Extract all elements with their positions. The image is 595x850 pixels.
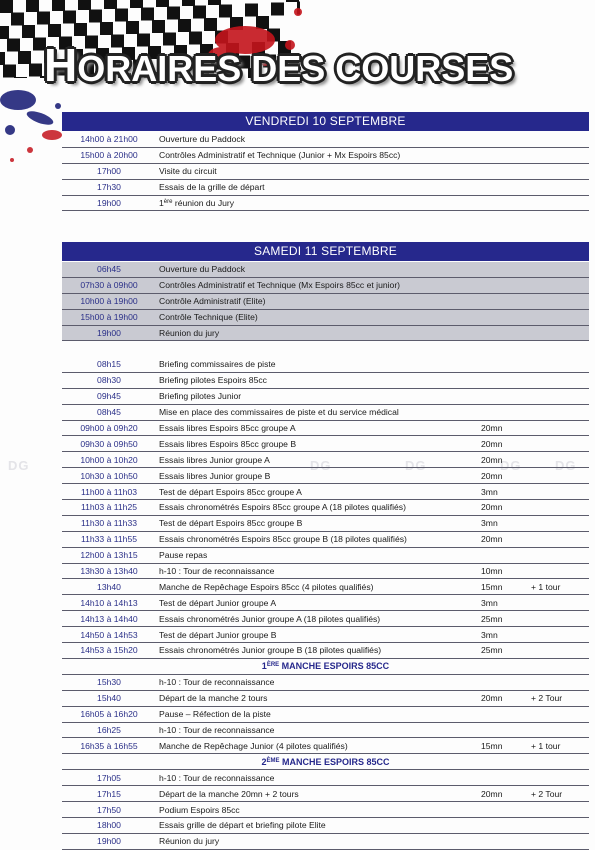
table-row [62, 163, 589, 179]
table-row [62, 293, 589, 309]
table-row [62, 643, 589, 659]
duration-cell: 25mn [481, 611, 531, 627]
time-cell: 19h00 [62, 325, 156, 341]
description-cell: Essais libres Junior groupe B [156, 468, 481, 484]
description-cell: Contrôles Administratif et Technique (Mx Espoirs 85cc et junior) [156, 277, 589, 293]
friday-schedule-table [62, 132, 589, 211]
time-cell: 17h00 [62, 163, 156, 179]
manche-heading [62, 754, 589, 770]
extra-laps-cell [531, 357, 589, 372]
extra-laps-cell [531, 531, 589, 547]
duration-cell [481, 547, 531, 563]
extra-laps-cell [531, 802, 589, 818]
extra-laps-cell: + 2 Tour [531, 690, 589, 706]
time-cell: 16h35 à 16h55 [62, 738, 156, 754]
description-cell: Mise en place des commissaires de piste et du service médical [156, 404, 481, 420]
table-row [62, 833, 589, 849]
table-row [62, 468, 589, 484]
manche-ordinal-suffix: ÈME [266, 757, 280, 764]
extra-laps-cell [531, 643, 589, 659]
extra-laps-cell [531, 420, 589, 436]
manche-heading-text [62, 658, 589, 674]
manche-title: MANCHE ESPOIRS 85CC [279, 756, 390, 767]
time-cell: 09h00 à 09h20 [62, 420, 156, 436]
table-row [62, 579, 589, 595]
duration-cell: 15mn [481, 738, 531, 754]
duration-cell: 10mn [481, 563, 531, 579]
table-row [62, 770, 589, 786]
table-row [62, 515, 589, 531]
extra-laps-cell [531, 404, 589, 420]
duration-cell: 15mn [481, 579, 531, 595]
table-row [62, 195, 589, 211]
description-cell: h-10 : Tour de reconnaissance [156, 563, 481, 579]
saturday-header: SAMEDI 11 SEPTEMBRE [62, 242, 589, 261]
time-cell: 15h00 à 19h00 [62, 309, 156, 325]
table-row [62, 547, 589, 563]
saturday-admin-table [62, 262, 589, 341]
description-cell: Test de départ Espoirs 85cc groupe A [156, 484, 481, 500]
description-cell: Départ de la manche 2 tours [156, 690, 481, 706]
table-row [62, 436, 589, 452]
extra-laps-cell [531, 595, 589, 611]
time-cell: 09h45 [62, 388, 156, 404]
extra-laps-cell [531, 722, 589, 738]
description-cell: Contrôles Administratif et Technique (Junior + Mx Espoirs 85cc) [156, 147, 589, 163]
description-cell: Réunion du jury [156, 833, 481, 849]
time-cell: 19h00 [62, 833, 156, 849]
description-cell: Podium Espoirs 85cc [156, 802, 481, 818]
description-cell: Essais chronométrés Espoirs 85cc groupe B (18 pilotes qualifiés) [156, 531, 481, 547]
description-cell: Manche de Repêchage Espoirs 85cc (4 pilotes qualifiés) [156, 579, 481, 595]
duration-cell: 3mn [481, 484, 531, 500]
time-cell: 08h30 [62, 372, 156, 388]
description-cell: h-10 : Tour de reconnaissance [156, 770, 481, 786]
table-row [62, 563, 589, 579]
duration-cell [481, 404, 531, 420]
extra-laps-cell [531, 674, 589, 690]
description-cell: Essais libres Espoirs 85cc groupe B [156, 436, 481, 452]
extra-laps-cell [531, 372, 589, 388]
watermark: DG [310, 458, 332, 473]
table-row [62, 595, 589, 611]
table-row [62, 786, 589, 802]
extra-laps-cell [531, 818, 589, 834]
description-cell: Briefing pilotes Espoirs 85cc [156, 372, 481, 388]
manche-title: MANCHE ESPOIRS 85CC [279, 661, 390, 672]
duration-cell: 25mn [481, 643, 531, 659]
description-cell: Visite du circuit [156, 163, 589, 179]
time-cell: 15h40 [62, 690, 156, 706]
time-cell: 11h00 à 11h03 [62, 484, 156, 500]
duration-cell [481, 372, 531, 388]
table-row [62, 420, 589, 436]
time-cell: 08h45 [62, 404, 156, 420]
manche-heading [62, 658, 589, 674]
table-row [62, 627, 589, 643]
time-cell: 11h33 à 11h55 [62, 531, 156, 547]
table-row [62, 132, 589, 147]
extra-laps-cell [531, 452, 589, 468]
friday-header: VENDREDI 10 SEPTEMBRE [62, 112, 589, 131]
table-row [62, 802, 589, 818]
watermark: DG [555, 458, 577, 473]
description-cell: Pause – Réfection de la piste [156, 706, 481, 722]
description-cell: Test de départ Junior groupe B [156, 627, 481, 643]
duration-cell [481, 706, 531, 722]
time-cell: 14h00 à 21h00 [62, 132, 156, 147]
table-row [62, 531, 589, 547]
duration-cell: 3mn [481, 627, 531, 643]
duration-cell: 20mn [481, 436, 531, 452]
saturday-schedule-table [62, 357, 589, 850]
table-row [62, 500, 589, 516]
table-row [62, 277, 589, 293]
extra-laps-cell [531, 833, 589, 849]
duration-cell: 20mn [481, 452, 531, 468]
extra-laps-cell: + 2 Tour [531, 786, 589, 802]
duration-cell: 20mn [481, 420, 531, 436]
time-cell: 09h30 à 09h50 [62, 436, 156, 452]
description-cell: Manche de Repêchage Junior (4 pilotes qualifiés) [156, 738, 481, 754]
time-cell: 12h00 à 13h15 [62, 547, 156, 563]
time-cell: 10h00 à 10h20 [62, 452, 156, 468]
duration-cell: 20mn [481, 468, 531, 484]
description-cell: Essais grille de départ et briefing pilote Elite [156, 818, 481, 834]
table-row [62, 818, 589, 834]
table-row [62, 147, 589, 163]
table-row [62, 325, 589, 341]
description-cell: Essais chronométrés Junior groupe B (18 pilotes qualifiés) [156, 643, 481, 659]
time-cell: 11h03 à 11h25 [62, 500, 156, 516]
time-cell: 13h30 à 13h40 [62, 563, 156, 579]
extra-laps-cell [531, 500, 589, 516]
time-cell: 16h25 [62, 722, 156, 738]
time-cell: 10h30 à 10h50 [62, 468, 156, 484]
description-cell: h-10 : Tour de reconnaissance [156, 722, 481, 738]
description-cell: Essais chronométrés Espoirs 85cc groupe A (18 pilotes qualifiés) [156, 500, 481, 516]
description-text: réunion du Jury [172, 198, 235, 208]
extra-laps-cell [531, 770, 589, 786]
description-cell: Réunion du jury [156, 325, 589, 341]
extra-laps-cell [531, 611, 589, 627]
table-row [62, 722, 589, 738]
time-cell: 13h40 [62, 579, 156, 595]
time-cell: 14h13 à 14h40 [62, 611, 156, 627]
description-cell: Test de départ Junior groupe A [156, 595, 481, 611]
time-cell: 08h15 [62, 357, 156, 372]
table-row [62, 404, 589, 420]
table-row [62, 706, 589, 722]
description-cell: h-10 : Tour de reconnaissance [156, 674, 481, 690]
duration-cell [481, 833, 531, 849]
description-cell: Briefing pilotes Junior [156, 388, 481, 404]
duration-cell: 3mn [481, 515, 531, 531]
duration-cell [481, 802, 531, 818]
page-title: HORAIRES DES COURSES [44, 39, 514, 91]
extra-laps-cell [531, 436, 589, 452]
description-cell: Essais chronométrés Junior groupe A (18 pilotes qualifiés) [156, 611, 481, 627]
description-cell: Ouverture du Paddock [156, 132, 589, 147]
manche-number: 1 [261, 661, 267, 672]
ordinal-suffix: ère [163, 199, 173, 205]
time-cell: 15h30 [62, 674, 156, 690]
duration-cell [481, 818, 531, 834]
duration-cell: 20mn [481, 690, 531, 706]
time-cell: 17h15 [62, 786, 156, 802]
extra-laps-cell [531, 563, 589, 579]
description-cell: Départ de la manche 20mn + 2 tours [156, 786, 481, 802]
time-cell: 14h50 à 14h53 [62, 627, 156, 643]
time-cell: 14h10 à 14h13 [62, 595, 156, 611]
time-cell: 06h45 [62, 262, 156, 277]
extra-laps-cell [531, 468, 589, 484]
table-row [62, 179, 589, 195]
extra-laps-cell [531, 627, 589, 643]
extra-laps-cell [531, 515, 589, 531]
table-row [62, 484, 589, 500]
duration-cell [481, 722, 531, 738]
time-cell: 07h30 à 09h00 [62, 277, 156, 293]
manche-heading-text [62, 754, 589, 770]
duration-cell [481, 770, 531, 786]
time-cell: 14h53 à 15h20 [62, 643, 156, 659]
time-cell: 15h00 à 20h00 [62, 147, 156, 163]
table-row [62, 262, 589, 277]
description-cell: Essais libres Junior groupe A [156, 452, 481, 468]
table-row [62, 309, 589, 325]
description-cell: Briefing commissaires de piste [156, 357, 481, 372]
description-cell [156, 195, 589, 211]
time-cell: 17h05 [62, 770, 156, 786]
time-cell: 11h30 à 11h33 [62, 515, 156, 531]
duration-cell: 3mn [481, 595, 531, 611]
ordinal-number: 1 [159, 198, 164, 208]
table-row [62, 452, 589, 468]
watermark: DG [405, 458, 427, 473]
duration-cell [481, 388, 531, 404]
watermark: DG [500, 458, 522, 473]
table-row [62, 611, 589, 627]
duration-cell [481, 674, 531, 690]
time-cell: 10h00 à 19h00 [62, 293, 156, 309]
manche-ordinal-suffix: ÈRE [266, 662, 280, 669]
extra-laps-cell [531, 547, 589, 563]
table-row [62, 690, 589, 706]
time-cell: 19h00 [62, 195, 156, 211]
extra-laps-cell [531, 388, 589, 404]
description-cell: Pause repas [156, 547, 481, 563]
duration-cell: 20mn [481, 786, 531, 802]
description-cell: Contrôle Administratif (Elite) [156, 293, 589, 309]
time-cell: 17h30 [62, 179, 156, 195]
table-row [62, 372, 589, 388]
description-cell: Ouverture du Paddock [156, 262, 589, 277]
extra-laps-cell: + 1 tour [531, 579, 589, 595]
duration-cell: 20mn [481, 500, 531, 516]
description-cell: Contrôle Technique (Elite) [156, 309, 589, 325]
table-row [62, 357, 589, 372]
description-cell: Test de départ Espoirs 85cc groupe B [156, 515, 481, 531]
description-cell: Essais de la grille de départ [156, 179, 589, 195]
table-row [62, 674, 589, 690]
description-cell: Essais libres Espoirs 85cc groupe A [156, 420, 481, 436]
duration-cell: 20mn [481, 531, 531, 547]
manche-number: 2 [261, 756, 267, 767]
time-cell: 18h00 [62, 818, 156, 834]
table-row [62, 388, 589, 404]
table-row [62, 738, 589, 754]
time-cell: 17h50 [62, 802, 156, 818]
time-cell: 16h05 à 16h20 [62, 706, 156, 722]
watermark: DG [8, 458, 30, 473]
duration-cell [481, 357, 531, 372]
extra-laps-cell [531, 484, 589, 500]
extra-laps-cell: + 1 tour [531, 738, 589, 754]
extra-laps-cell [531, 706, 589, 722]
